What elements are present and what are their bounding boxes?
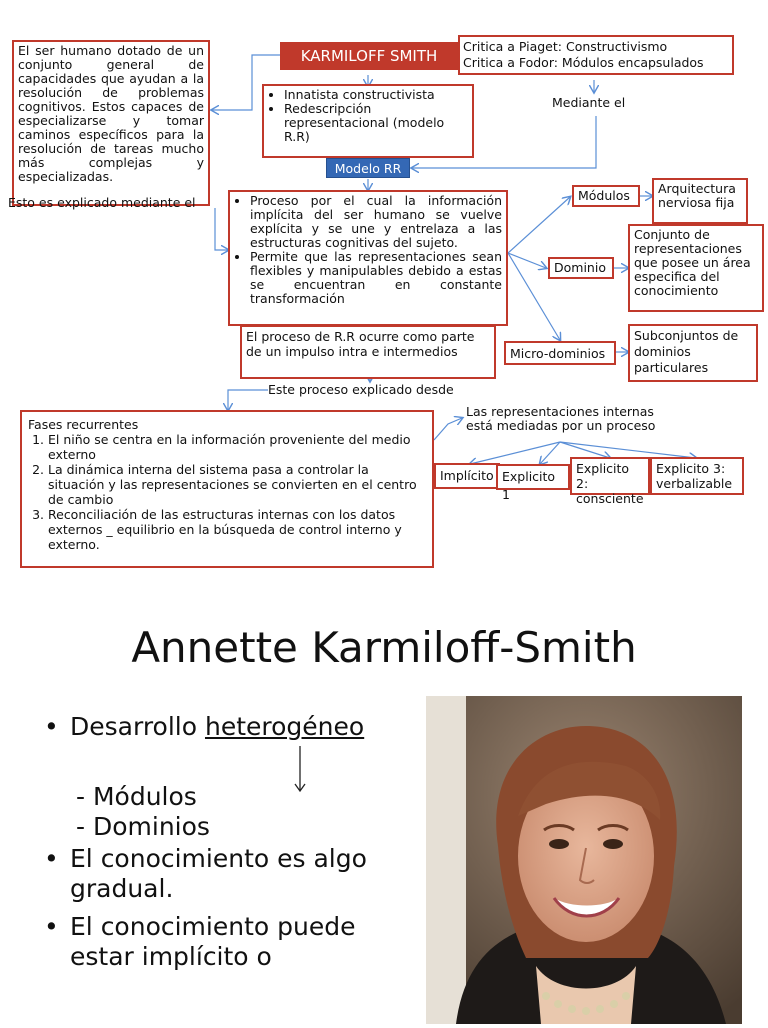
map-title-box: [280, 42, 458, 70]
bullet-dot: •: [44, 912, 59, 941]
left-description-box: [12, 40, 210, 206]
proceso-box: [228, 190, 508, 326]
bullet-implicito: [44, 912, 424, 972]
explicito1-box: Explicito 1: [496, 464, 570, 490]
fase-item-3: 3. Reconciliación de las estructuras internas con los datos externos _ equilibrio en la búsqueda de control interno y externo.: [48, 507, 426, 552]
bullet-heterogeneo: heterogéneo: [204, 712, 365, 741]
subconjuntos-box: Subconjuntos de dominios particulares: [628, 324, 758, 382]
critica-box: [458, 35, 734, 75]
innatista-box: [262, 84, 474, 158]
arrow-fases-to-representaciones: [434, 418, 462, 440]
bullet-desarrollo-prefix: Desarrollo: [70, 712, 205, 741]
fase-item-1: 1. El niño se centra en la información proveniente del medio externo: [48, 432, 426, 462]
sub-dominios: - Dominios: [76, 812, 210, 841]
bullet-list: [44, 712, 424, 972]
left-note-text: Esto es explicado mediante el: [8, 195, 196, 210]
arrow-explicado-to-fases: [228, 390, 268, 410]
arrow-rep-to-implicito: [470, 442, 560, 464]
representaciones-text: Las representaciones internas está mediadas por un proceso: [466, 404, 656, 433]
sub-modulos: - Módulos: [76, 782, 197, 811]
portrait-illustration: [426, 696, 742, 1024]
micro-dominios-box: Micro-dominios: [504, 341, 616, 365]
left-description-text: El ser humano dotado de un conjunto general de capacidades que ayudan a la resolución de problemas cognitivos. Estos capaces de especializarse y tomar caminos específicos para la resolución de tareas mucho más complejas y especializadas.: [18, 43, 204, 184]
explicito2-box: Explicito 2: consciente: [570, 457, 650, 495]
bullet-implicito-text: El conocimiento puede estar implícito o: [70, 912, 356, 971]
critica-piaget: Critica a Piaget: Constructivismo: [463, 39, 668, 54]
redescripcion-item: • Redescripción representacional (modelo R.R): [284, 102, 468, 144]
fase-item-2: 2. La dinámica interna del sistema pasa a controlar la situación y las representaciones se convierten en el centro de cambio: [48, 462, 426, 507]
down-arrow-icon: [290, 744, 310, 796]
fases-title: Fases recurrentes: [28, 417, 139, 432]
arrow-proceso-to-dominio: [508, 253, 546, 268]
proceso-item-2: • Permite que las representaciones sean flexibles y manipulables debido a estas se encuentran en constante transformación: [250, 250, 502, 306]
arrow-proceso-to-modulos: [508, 197, 570, 253]
modulos-box: Módulos: [572, 185, 640, 207]
proceso-item-1: • Proceso por el cual la información implícita del ser humano se vuelve explícita y se une y entrelaza a las estructuras cognitivas del sujeto.: [250, 194, 502, 250]
portrait-photo: [426, 696, 742, 1024]
modelo-rr-box: Modelo RR: [326, 158, 410, 178]
bullet-dot: •: [44, 844, 59, 873]
innatista-item: • Innatista constructivista: [284, 88, 468, 102]
bullet-gradual: [44, 844, 424, 904]
arrow-note-to-proceso: [215, 208, 228, 250]
critica-fodor: Critica a Fodor: Módulos encapsulados: [463, 55, 704, 70]
explicado-desde-text: Este proceso explicado desde: [268, 382, 454, 397]
bullet-dot: •: [44, 712, 59, 741]
fases-box: [20, 410, 434, 568]
mediante-text: Mediante el: [552, 95, 626, 110]
bullet-gradual-text: El conocimiento es algo gradual.: [70, 844, 367, 903]
explicito3-box: Explicito 3: verbalizable: [650, 457, 744, 495]
dominio-box: Dominio: [548, 257, 614, 279]
arrow-rep-to-explicito1: [540, 442, 560, 464]
bullet-desarrollo: [44, 712, 424, 742]
bio-slide: [0, 600, 768, 1024]
rr-ocurre-box: El proceso de R.R ocurre como parte de un impulso intra e intermedios: [240, 325, 496, 379]
arquitectura-box: Arquitectura nerviosa fija: [652, 178, 748, 224]
conjunto-box: Conjunto de representaciones que posee un área especifica del conocimiento: [628, 224, 764, 312]
map-title: KARMILOFF SMITH: [300, 47, 438, 65]
arrow-rep-to-explicito3: [560, 442, 696, 458]
implicito-box: Implícito: [434, 463, 500, 489]
slide-heading: Annette Karmiloff-Smith: [131, 623, 637, 672]
